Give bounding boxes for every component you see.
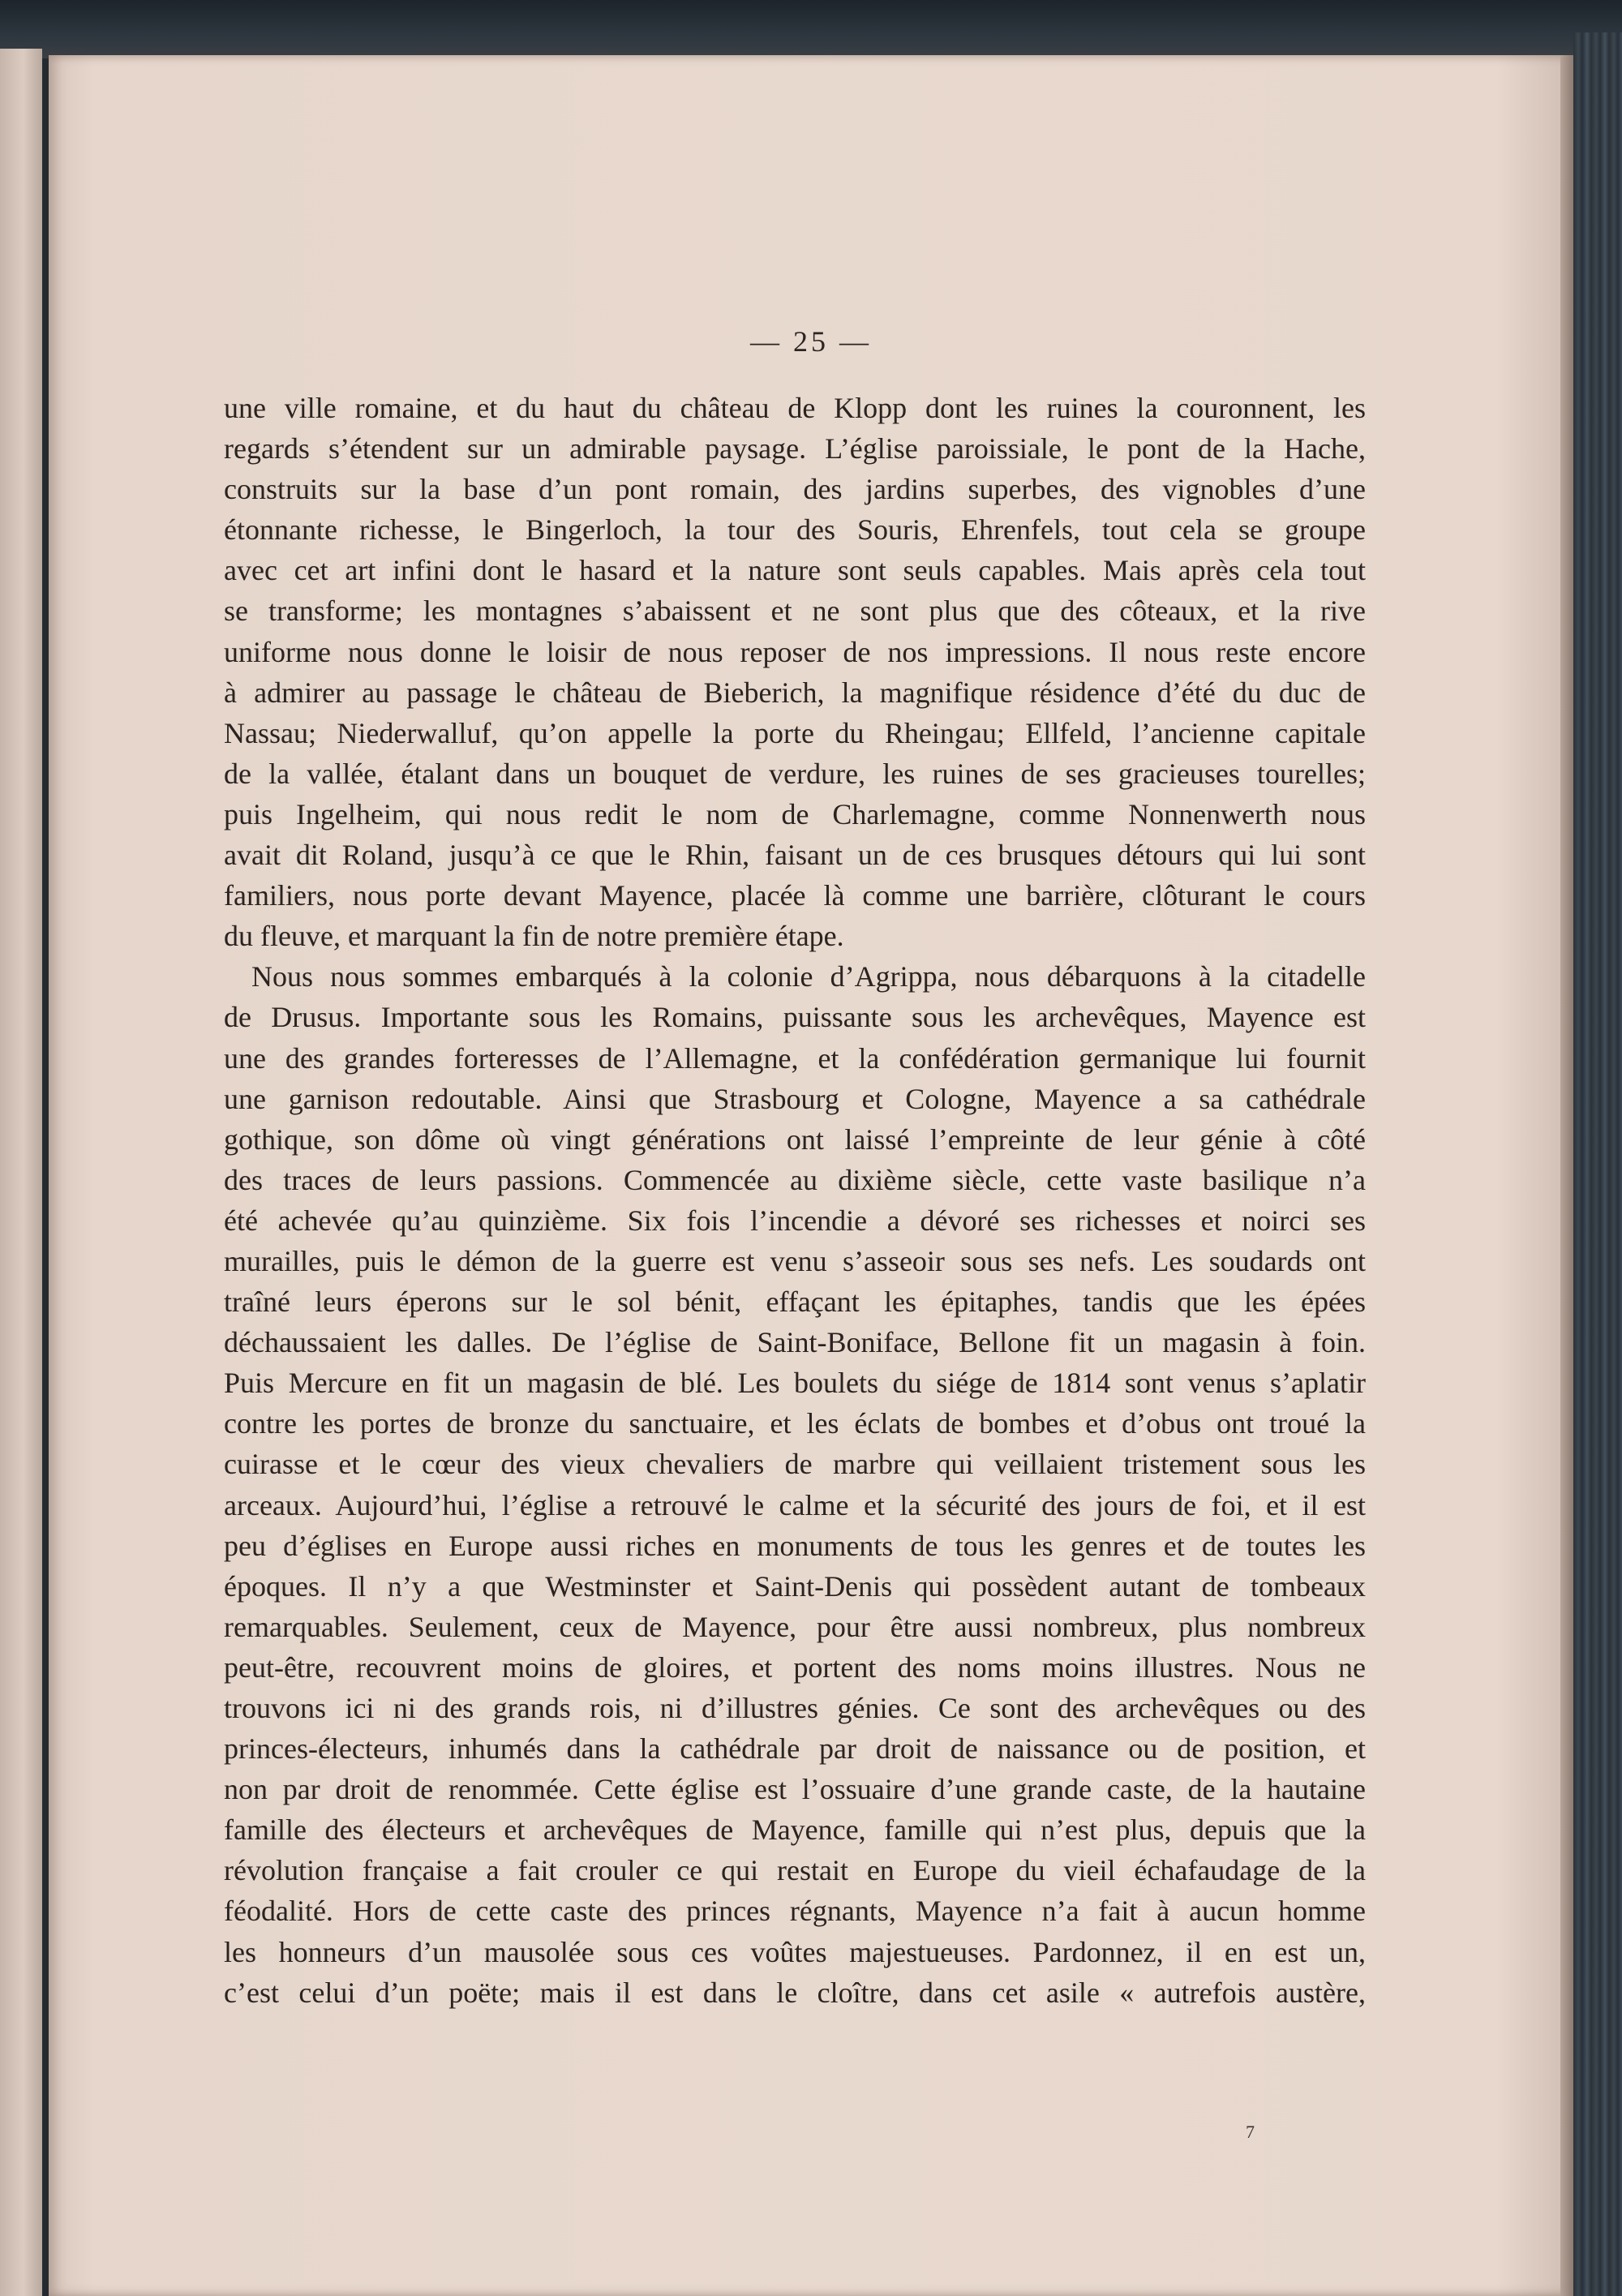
text-line: non par droit de renommée. Cette église est l’ossuaire d’une grande caste, de la hautaine (224, 1773, 1366, 1806)
text-line: féodalité. Hors de cette caste des princes régnants, Mayence n’a fait à aucun homme (224, 1895, 1366, 1928)
text-line: peu d’églises en Europe aussi riches en monuments de tous les genres et de toutes les (224, 1529, 1366, 1562)
text-line: déchaussaient les dalles. De l’église de Saint-Boniface, Bellone fit un magasin à foin. (224, 1326, 1366, 1359)
text-line: de la vallée, étalant dans un bouquet de verdure, les ruines de ses gracieuses tourelles; (224, 757, 1366, 790)
text-line: familiers, nous porte devant Mayence, placée là comme une barrière, clôturant le cours (224, 879, 1366, 912)
text-line: cuirasse et le cœur des vieux chevaliers de marbre qui veillaient tristement sous les (224, 1448, 1366, 1481)
text-line: révolution française a fait crouler ce qui restait en Europe du vieil échafaudage de la (224, 1854, 1366, 1887)
text-line: puis Ingelheim, qui nous redit le nom de Charlemagne, comme Nonnenwerth nous (224, 797, 1366, 830)
text-line: c’est celui d’un poëte; mais il est dans le cloître, dans cet asile « autrefois austère, (224, 1976, 1366, 2009)
text-line: princes-électeurs, inhumés dans la cathédrale par droit de naissance ou de position, et (224, 1732, 1366, 1766)
text-line: contre les portes de bronze du sanctuaire, et les éclats de bombes et d’obus ont troué la (224, 1407, 1366, 1440)
facing-page-edge (0, 49, 42, 2296)
text-line: avait dit Roland, jusqu’à ce que le Rhin, faisant un de ces brusques détours qui lui sont (224, 839, 1366, 872)
text-line: regards s’étendent sur un admirable paysage. L’église paroissiale, le pont de la Hache, (224, 432, 1366, 466)
body-text (224, 388, 1366, 2013)
text-line: été achevée qu’au quinzième. Six fois l’incendie a dévoré ses richesses et noirci ses (224, 1204, 1366, 1237)
page-fore-edge (1560, 55, 1573, 2296)
text-line: à admirer au passage le château de Bieberich, la magnifique résidence d’été du duc de (224, 676, 1366, 709)
text-line: une ville romaine, et du haut du château de Klopp dont les ruines la couronnent, les (224, 392, 1366, 424)
signature-mark: 7 (1246, 2122, 1255, 2142)
text-line: murailles, puis le démon de la guerre est venu s’asseoir sous ses nefs. Les soudards ont (224, 1244, 1366, 1277)
text-line: traîné leurs éperons sur le sol bénit, effaçant les épitaphes, tandis que les épées (224, 1285, 1366, 1319)
text-line: avec cet art infini dont le hasard et la nature sont seuls capables. Mais après cela tout (224, 554, 1366, 587)
text-line: Puis Mercure en fit un magasin de blé. Les boulets du siége de 1814 sont venus s’aplatir (224, 1367, 1366, 1400)
text-line: du fleuve, et marquant la fin de notre première étape. (224, 920, 844, 953)
text-line: uniforme nous donne le loisir de nous reposer de nos impressions. Il nous reste encore (224, 635, 1366, 668)
text-line: trouvons ici ni des grands rois, ni d’illustres génies. Ce sont des archevêques ou des (224, 1692, 1366, 1724)
text-line: famille des électeurs et archevêques de Mayence, famille qui n’est plus, depuis que la (224, 1813, 1366, 1847)
text-line: des traces de leurs passions. Commencée au dixième siècle, cette vaste basilique n’a (224, 1163, 1366, 1196)
book-cover-top (0, 0, 1622, 58)
text-line: Nous nous sommes embarqués à la colonie d’Agrippa, nous débarquons à la citadelle (251, 960, 1366, 994)
text-line: époques. Il n’y a que Westminster et Saint-Denis qui possèdent autant de tombeaux (224, 1569, 1366, 1603)
text-line: une garnison redoutable. Ainsi que Strasbourg et Cologne, Mayence a sa cathédrale (224, 1082, 1366, 1115)
text-line: Nassau; Niederwalluf, qu’on appelle la porte du Rheingau; Ellfeld, l’ancienne capitale (224, 716, 1366, 749)
page-number: — 25 — (750, 325, 872, 358)
text-line: peut-être, recouvrent moins de gloires, et portent des noms moins illustres. Nous ne (224, 1650, 1366, 1684)
marbled-cover-edge (1573, 32, 1622, 2296)
text-line: gothique, son dôme où vingt générations ont laissé l’empreinte de leur génie à côté (224, 1122, 1366, 1156)
text-line: une des grandes forteresses de l’Allemagne, et la confédération germanique lui fournit (224, 1041, 1366, 1075)
text-line: les honneurs d’un mausolée sous ces voûtes majestueuses. Pardonnez, il en est un, (224, 1935, 1366, 1968)
text-line: de Drusus. Importante sous les Romains, puissante sous les archevêques, Mayence est (224, 1001, 1366, 1034)
text-line: se transforme; les montagnes s’abaissent et ne sont plus que des côteaux, et la rive (224, 594, 1366, 628)
text-line: arceaux. Aujourd’hui, l’église a retrouvé le calme et la sécurité des jours de foi, et il est (224, 1488, 1366, 1521)
text-line: remarquables. Seulement, ceux de Mayence, pour être aussi nombreux, plus nombreux (224, 1610, 1366, 1643)
text-line: construits sur la base d’un pont romain, des jardins superbes, des vignobles d’une (224, 473, 1366, 506)
text-line: étonnante richesse, le Bingerloch, la tour des Souris, Ehrenfels, tout cela se groupe (224, 513, 1366, 547)
